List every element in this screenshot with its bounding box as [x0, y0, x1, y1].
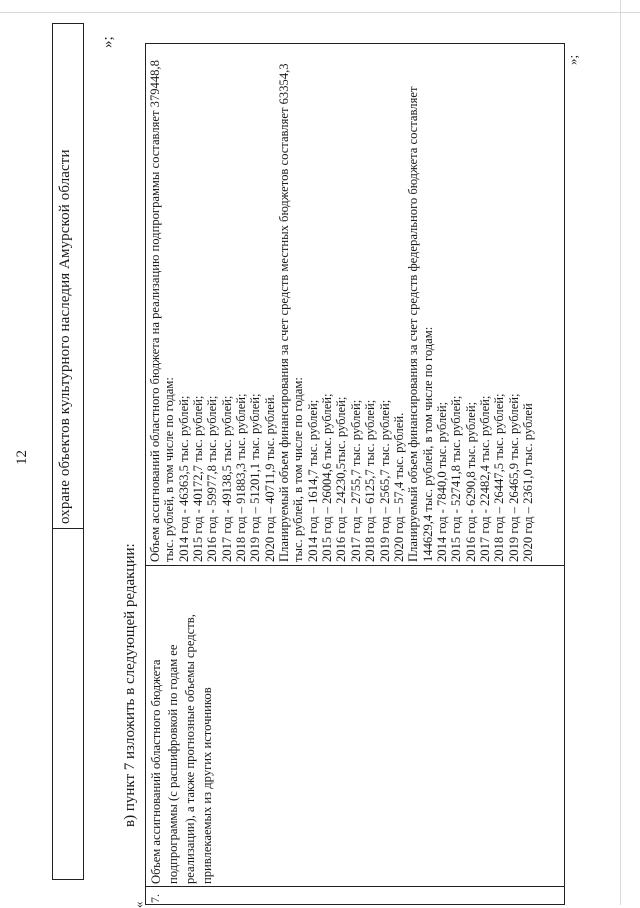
row-label: Объем ассигнований областного бюджета подпрограммы (с расшифровкой по годам ее реализации), а также прогнозные объемы средств, привлекаемых из других источников	[148, 584, 216, 884]
closing-quote: »;	[100, 36, 117, 48]
value-line: Объем ассигнований областного бюджета на реализацию подпрограммы составляет 379448,8	[148, 42, 162, 562]
value-line: 144629,4 тыс. рублей, в том числе по годам:	[421, 42, 435, 562]
value-line: Планируемый объем финансирования за счет средств федерального бюджета составляет	[406, 42, 420, 562]
value-line: 2017 год – 2755,7 тыс. рублей;	[349, 42, 363, 562]
intro-text: в) пункт 7 изложить в следующей редакции:	[122, 543, 139, 827]
value-line: 2019 год – 51201,1 тыс. рублей;	[248, 42, 262, 562]
value-line: 2019 год – 26465,9 тыс. рублей;	[507, 42, 521, 562]
value-line: 2014 год - 46363,5 тыс. рублей;	[177, 42, 191, 562]
top-table	[52, 0, 132, 880]
value-line: 2018 год – 91883,3 тыс. рублей;	[234, 42, 248, 562]
value-line: 2015 год – 26004,6 тыс. рублей;	[320, 42, 334, 562]
top-table-cell: охране объектов культурного наследия Амурской области	[57, 149, 74, 524]
main-table	[145, 43, 565, 905]
value-line: 2018 год – 26447,5 тыс. рублей;	[492, 42, 506, 562]
value-line: 2017 год - 22482,4 тыс. рублей;	[478, 42, 492, 562]
value-line: 2017 год - 49138,5 тыс. рублей;	[220, 42, 234, 562]
value-line: 2020 год – 57,4 тыс. рублей.	[392, 42, 406, 562]
value-line: 2014 год – 1614,7 тыс. рублей;	[306, 42, 320, 562]
number-column	[146, 886, 564, 904]
value-line: 2014 год - 7840,0 тыс. рублей;	[435, 42, 449, 562]
value-line: 2016 год – 24230,5тыс. рублей;	[334, 42, 348, 562]
value-line: 2015 год - 52741,8 тыс. рублей;	[449, 42, 463, 562]
value-line: Планируемый объем финансирования за счет средств местных бюджетов составляет 63354,3	[277, 42, 291, 562]
row-number: 7.	[148, 894, 163, 903]
top-table-row	[52, 23, 84, 880]
opening-quote: «	[131, 902, 147, 908]
value-line: 2020 год – 2361,0 тыс. рублей	[521, 42, 535, 562]
value-line: тыс. рублей, в том числе по годам:	[291, 42, 305, 562]
value-line: 2020 год – 40711,9 тыс. рублей.	[263, 42, 277, 562]
value-line: 2019 год – 2565,7 тыс. рублей;	[378, 42, 392, 562]
value-line: 2016 год - 59977,8 тыс. рублей;	[205, 42, 219, 562]
row-values	[148, 42, 535, 562]
closing-quote-bottom: »;	[565, 55, 581, 65]
page-number: 12	[14, 450, 31, 465]
value-line: тыс. рублей, в том числе по годам:	[162, 42, 176, 562]
column-divider	[53, 528, 83, 529]
value-line: 2015 год - 40172,7 тыс. рублей;	[191, 42, 205, 562]
value-line: 2016 год - 6290,8 тыс. рублей;	[464, 42, 478, 562]
value-line: 2018 год – 6125,7 тыс. рублей;	[363, 42, 377, 562]
